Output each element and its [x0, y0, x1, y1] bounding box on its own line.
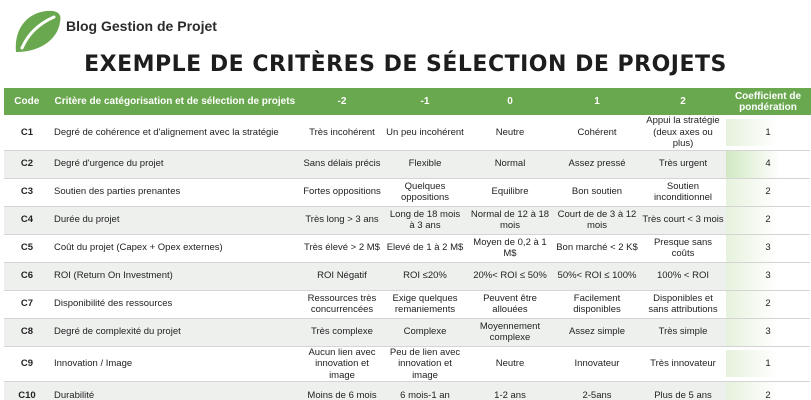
- cell-minus-2: Fortes oppositions: [300, 178, 384, 206]
- cell-zero: Moyennement complexe: [466, 318, 554, 346]
- header-criterion: Critère de catégorisation et de sélection de projets: [50, 88, 300, 115]
- cell-coefficient: [726, 234, 810, 262]
- page-title: EXEMPLE DE CRITÈRES DE SÉLECTION DE PROJETS: [84, 52, 727, 77]
- cell-zero: 20%< ROI ≤ 50%: [466, 262, 554, 290]
- cell-zero: Moyen de 0,2 à 1 M$: [466, 234, 554, 262]
- cell-criterion: Degré d'urgence du projet: [50, 150, 300, 178]
- brand-name: Blog Gestion de Projet: [66, 18, 217, 34]
- brand-logo: [12, 8, 64, 56]
- cell-coefficient: [726, 290, 810, 318]
- table-row: [4, 178, 810, 206]
- table-row: [4, 206, 810, 234]
- cell-criterion: Disponibilité des ressources: [50, 290, 300, 318]
- cell-minus-1: Quelques oppositions: [384, 178, 466, 206]
- cell-zero: Neutre: [466, 115, 554, 150]
- cell-minus-2: Très long > 3 ans: [300, 206, 384, 234]
- cell-minus-2: Sans délais précis: [300, 150, 384, 178]
- cell-plus-2: Très simple: [640, 318, 726, 346]
- cell-criterion: Soutien des parties prenantes: [50, 178, 300, 206]
- cell-plus-2: Très innovateur: [640, 346, 726, 382]
- cell-minus-1: Peu de lien avec innovation et image: [384, 346, 466, 382]
- table-row: [4, 234, 810, 262]
- cell-minus-2: Aucun lien avec innovation et image: [300, 346, 384, 382]
- cell-plus-1: Court de de 3 à 12 mois: [554, 206, 640, 234]
- cell-zero: Equilibre: [466, 178, 554, 206]
- cell-plus-2: Très court < 3 mois: [640, 206, 726, 234]
- cell-plus-2: Plus de 5 ans: [640, 382, 726, 400]
- cell-coefficient: [726, 115, 810, 150]
- cell-criterion: Coût du projet (Capex + Opex externes): [50, 234, 300, 262]
- cell-coefficient: [726, 382, 810, 400]
- table-row: [4, 382, 810, 400]
- cell-code: C5: [4, 234, 50, 262]
- cell-minus-2: Très élevé > 2 M$: [300, 234, 384, 262]
- cell-minus-1: Exige quelques remaniements: [384, 290, 466, 318]
- coefficient-value: 3: [726, 235, 810, 262]
- cell-minus-1: ROI ≤20%: [384, 262, 466, 290]
- coefficient-value: 4: [726, 151, 810, 178]
- cell-zero: Normal de 12 à 18 mois: [466, 206, 554, 234]
- table-row: [4, 318, 810, 346]
- cell-zero: 1-2 ans: [466, 382, 554, 400]
- cell-code: C10: [4, 382, 50, 400]
- cell-plus-1: 50%< ROI ≤ 100%: [554, 262, 640, 290]
- header-code: Code: [4, 88, 50, 115]
- cell-plus-2: Appui la stratégie (deux axes ou plus): [640, 115, 726, 150]
- header-minus-2: -2: [300, 88, 384, 115]
- cell-plus-2: 100% < ROI: [640, 262, 726, 290]
- table-row: [4, 115, 810, 150]
- cell-code: C3: [4, 178, 50, 206]
- coefficient-value: 2: [726, 207, 810, 234]
- cell-coefficient: [726, 346, 810, 382]
- cell-criterion: Innovation / Image: [50, 346, 300, 382]
- coefficient-value: 2: [726, 291, 810, 318]
- header-zero: 0: [466, 88, 554, 115]
- header-minus-1: -1: [384, 88, 466, 115]
- cell-code: C7: [4, 290, 50, 318]
- cell-minus-1: Flexible: [384, 150, 466, 178]
- cell-criterion: ROI (Return On Investment): [50, 262, 300, 290]
- coefficient-value: 3: [726, 319, 810, 346]
- cell-coefficient: [726, 150, 810, 178]
- cell-minus-1: Complexe: [384, 318, 466, 346]
- table-row: [4, 150, 810, 178]
- cell-plus-1: Assez simple: [554, 318, 640, 346]
- cell-criterion: Durabilité: [50, 382, 300, 400]
- cell-plus-1: Bon soutien: [554, 178, 640, 206]
- cell-plus-1: Facilement disponibles: [554, 290, 640, 318]
- cell-plus-1: Bon marché < 2 K$: [554, 234, 640, 262]
- cell-code: C4: [4, 206, 50, 234]
- cell-criterion: Degré de cohérence et d'alignement avec la stratégie: [50, 115, 300, 150]
- cell-minus-2: Moins de 6 mois: [300, 382, 384, 400]
- cell-plus-2: Très urgent: [640, 150, 726, 178]
- cell-criterion: Degré de complexité du projet: [50, 318, 300, 346]
- coefficient-value: 2: [726, 382, 810, 400]
- cell-plus-2: Disponibles et sans attributions: [640, 290, 726, 318]
- cell-coefficient: [726, 178, 810, 206]
- cell-code: C6: [4, 262, 50, 290]
- cell-code: C8: [4, 318, 50, 346]
- header-coefficient: Coefficient de pondération: [726, 88, 810, 115]
- criteria-table: [4, 88, 811, 400]
- cell-coefficient: [726, 206, 810, 234]
- cell-minus-2: Très complexe: [300, 318, 384, 346]
- cell-plus-2: Soutien inconditionnel: [640, 178, 726, 206]
- cell-minus-2: Ressources très concurrencées: [300, 290, 384, 318]
- cell-code: C2: [4, 150, 50, 178]
- coefficient-value: 1: [726, 119, 810, 146]
- cell-coefficient: [726, 262, 810, 290]
- cell-minus-2: Très incohérent: [300, 115, 384, 150]
- cell-minus-1: Long de 18 mois à 3 ans: [384, 206, 466, 234]
- table-row: [4, 290, 810, 318]
- cell-zero: Neutre: [466, 346, 554, 382]
- table-row: [4, 262, 810, 290]
- cell-plus-1: Cohérent: [554, 115, 640, 150]
- header-plus-2: 2: [640, 88, 726, 115]
- cell-minus-1: Elevé de 1 à 2 M$: [384, 234, 466, 262]
- cell-zero: Peuvent être allouées: [466, 290, 554, 318]
- table-header-row: [4, 88, 810, 115]
- cell-minus-1: Un peu incohérent: [384, 115, 466, 150]
- cell-plus-1: Innovateur: [554, 346, 640, 382]
- leaf-logo-icon: [12, 8, 64, 56]
- cell-code: C1: [4, 115, 50, 150]
- cell-plus-1: 2-5ans: [554, 382, 640, 400]
- table-row: [4, 346, 810, 382]
- cell-plus-2: Presque sans coûts: [640, 234, 726, 262]
- cell-criterion: Durée du projet: [50, 206, 300, 234]
- coefficient-value: 3: [726, 263, 810, 290]
- cell-minus-1: 6 mois-1 an: [384, 382, 466, 400]
- cell-coefficient: [726, 318, 810, 346]
- cell-minus-2: ROI Négatif: [300, 262, 384, 290]
- cell-plus-1: Assez pressé: [554, 150, 640, 178]
- coefficient-value: 1: [726, 350, 810, 377]
- header-plus-1: 1: [554, 88, 640, 115]
- cell-zero: Normal: [466, 150, 554, 178]
- cell-code: C9: [4, 346, 50, 382]
- coefficient-value: 2: [726, 179, 810, 206]
